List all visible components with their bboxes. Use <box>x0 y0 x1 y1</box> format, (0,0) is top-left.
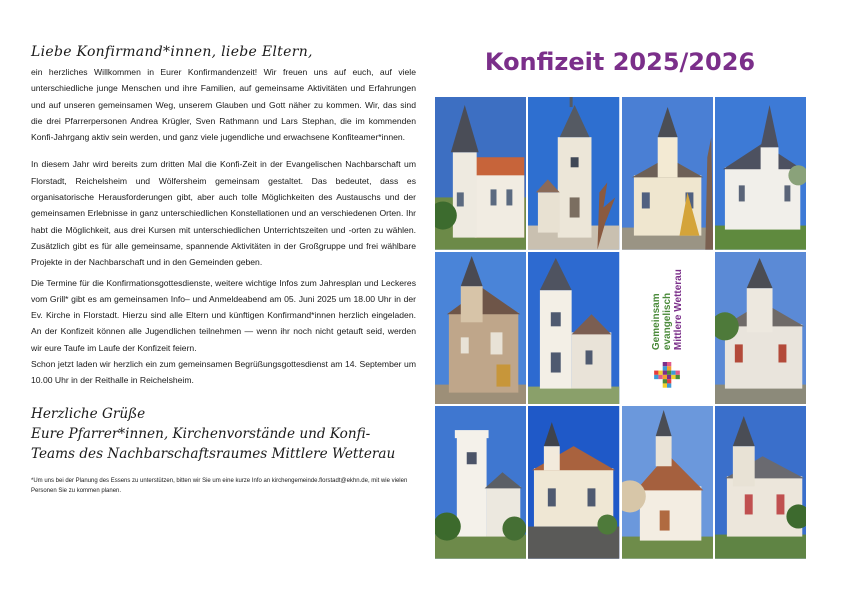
church-photo-8 <box>435 406 526 559</box>
church-photo-grid <box>435 97 806 559</box>
letter-greeting: Liebe Konfirmand*innen, liebe Eltern, <box>31 44 313 60</box>
letter-paragraph-service: Schon jetzt laden wir herzlich ein zum gemeinsamen Begrüßungsgottesdienst am 14. September um 10.00 Uhr in der Reithalle in Reichelsheim. <box>31 359 416 386</box>
gemeinsam-evangelisch-logo <box>622 252 713 405</box>
church-photo-9 <box>528 406 619 559</box>
page-title: Konfizeit 2025/2026 <box>484 48 756 76</box>
footnote: *Um uns bei der Planung des Essens zu unterstützen, bitten wir Sie um eine kurze Info an kirchengemeinde.florstadt@ekhn.de, mit wie vielen Personen Sie zu kommen planen. <box>31 477 408 494</box>
logo-line-1: Gemeinsam evangelisch <box>650 292 673 350</box>
church-photo-11 <box>715 406 806 559</box>
closing-signature-2: Teams des Nachbarschaftsraumes Mittlere Wetterau <box>31 445 396 462</box>
church-photo-10 <box>622 406 713 559</box>
letter-paragraph-neighborhood: In diesem Jahr wird bereits zum dritten Mal die Konfi-Zeit in der Evangelischen Nachbarschaft um Florstadt, Reichelsheim und Wölfersheim gemeinsam gestaltet. Das bedeutet, dass es organisatorische Herausforderungen gibt, aber auch tolle Möglichkeiten des Austauschs und der gemeinsamen Erlebnisse in ganz unterschiedlichen Konstellationen und an verschiedenen Orten. Ihr habt die Möglichkeit, aus drei Kursen mit unterschiedlichen Unterrichtszeiten und -orten zu wählen. Zusätzlich gibt es für alle gemeinsame, spannende Aktivitäten in der Großgruppe und frei wählbare Projekte in der Nachbarschaft und in den Gemeinden geben. <box>31 159 416 268</box>
church-photo-6 <box>528 252 619 405</box>
church-photo-4 <box>715 97 806 250</box>
closing-signature-1: Eure Pfarrer*innen, Kirchenvorstände und Konfi- <box>31 425 371 442</box>
church-photo-1 <box>435 97 526 250</box>
closing-regards: Herzliche Grüße <box>31 405 146 422</box>
cross-mosaic-icon <box>650 362 684 391</box>
welcome-letter <box>31 44 416 496</box>
letter-paragraph-welcome: ein herzliches Willkommen in Eurer Konfirmandenzeit! Wir freuen uns auf euch, auf viele unterschiedliche junge Menschen und ihre Familien, auf gemeinsame Aktivitäten und Erfahrungen und auf unseren gemeinsamen Weg, unserem Glauben und Gott näher zu kommen. Wir, das sind die drei Pfarrerpersonen Andrea Krügler, Sven Rathmann und Lars Stephan, die im kommenden Konfi-Jahrgang aktiv sein werden, und ganz viele jugendliche und erwachsene Konfiteamer*innen. <box>31 67 416 143</box>
letter-paragraph-dates: Die Termine für die Konfirmationsgottesdienste, weitere wichtige Infos zum Jahresplan und Leckeres vom Grill* gibt es am gemeinsamen Info– und Anmeldeabend am 05. Juni 2025 um 18.00 Uhr in der Ev. Kirche in Florstadt. Hierzu sind alle Eltern und künftigen Konfirmand*innen herzlich eingeladen. An der Konfizeit können alle Jugendlichen teilnehmen — wenn ihr noch nicht getauft seid, werden wir eure Taufe im Laufe der Konfizeit feiern. <box>31 277 416 353</box>
church-photo-2 <box>528 97 619 250</box>
logo-line-2: Mittlere Wetterau <box>672 268 684 350</box>
church-photo-5 <box>435 252 526 405</box>
church-photo-3 <box>622 97 713 250</box>
letter-closing <box>31 404 416 464</box>
church-photo-7 <box>715 252 806 405</box>
